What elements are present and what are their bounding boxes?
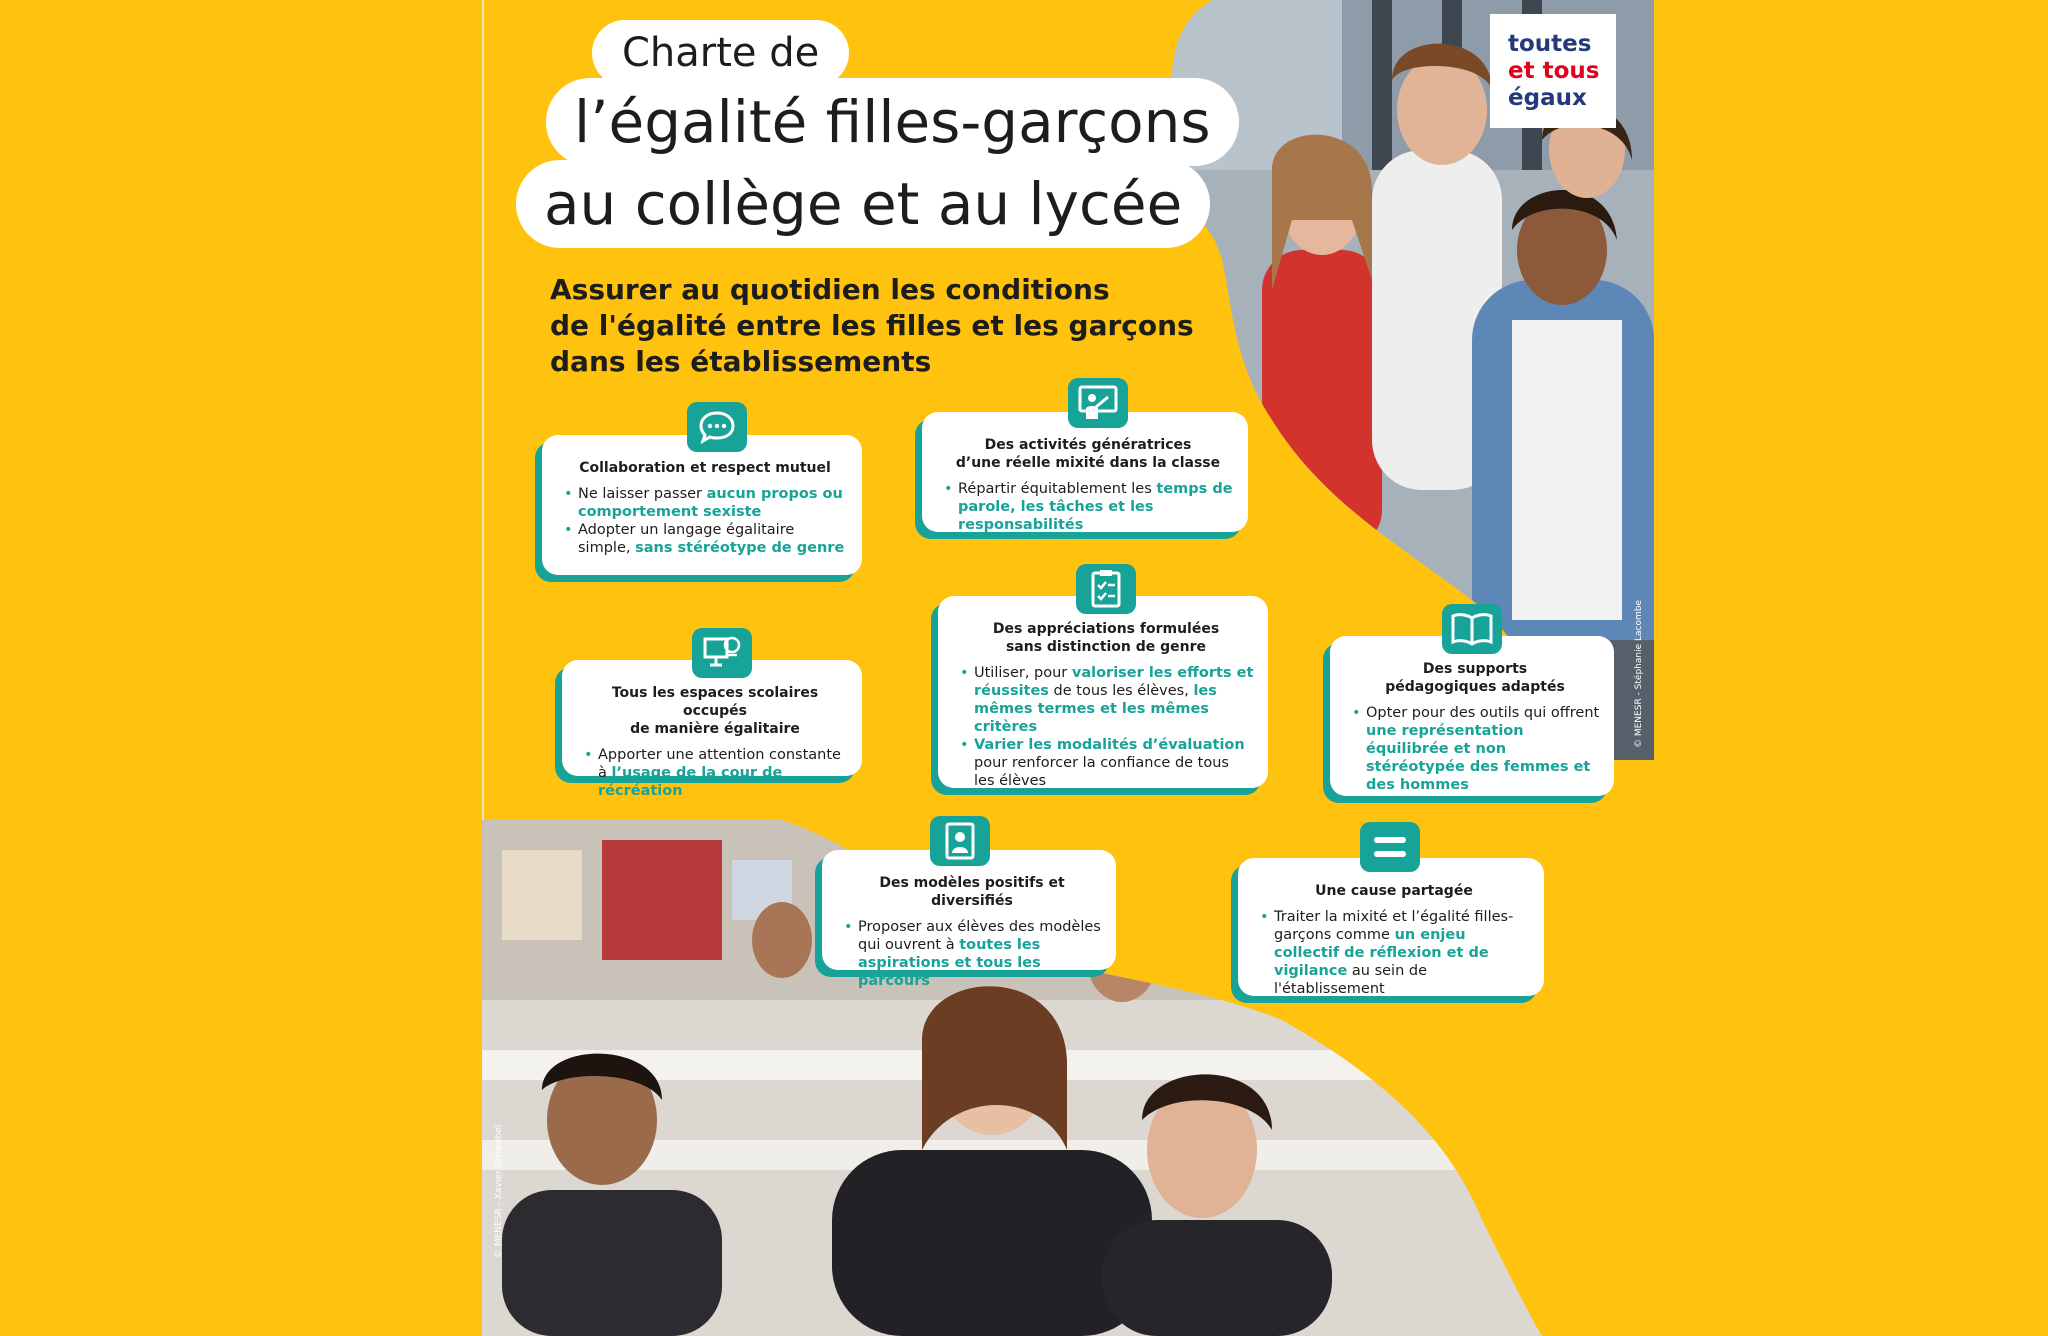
card-modeles: [822, 850, 1116, 989]
card-appreciations-bullet-1: • Utiliser, pour valoriser les efforts et réussites de tous les élèves, les mêmes termes et les mêmes critères: [958, 664, 1254, 736]
portrait-icon: [930, 816, 990, 866]
title-line-1: Charte de: [592, 20, 849, 86]
fold-line: [482, 0, 484, 820]
card-supports-title: Des supports pédagogiques adaptés: [1385, 661, 1565, 695]
logo-line-2: et tous: [1508, 57, 1600, 84]
subtitle: [550, 272, 1230, 380]
title-line-2: l’égalité filles-garçons: [546, 78, 1239, 166]
card-espaces-bullet-1: • Apporter une attention constante à l’usage de la cour de récréation: [582, 746, 848, 800]
card-collaboration-bullet-2: • Adopter un langage égalitaire simple, sans stéréotype de genre: [562, 521, 848, 557]
subtitle-line-3: dans les établissements: [550, 345, 932, 378]
logo-line-1: toutes: [1508, 30, 1592, 57]
card-activites-bullet-1: • Répartir équitablement les temps de parole, les tâches et les responsabilités: [942, 480, 1234, 534]
equals-icon: [1360, 822, 1420, 872]
screen-ball-icon: [692, 628, 752, 678]
title-line-3: au collège et au lycée: [516, 160, 1210, 248]
subtitle-line-1: Assurer au quotidien les conditions: [550, 273, 1110, 306]
teacher-board-icon: [1068, 378, 1128, 428]
card-cause: [1238, 858, 1544, 996]
card-collaboration-title: Collaboration et respect mutuel: [579, 460, 831, 476]
card-cause-bullet-1: • Traiter la mixité et l’égalité filles-garçons comme un enjeu collectif de réflexion et de vigilance au sein de l'établissement: [1258, 908, 1530, 998]
card-activites: [922, 412, 1248, 532]
checklist-icon: [1076, 564, 1136, 614]
card-appreciations-bullet-2: • Varier les modalités d’évaluation pour renforcer la confiance de tous les élèves: [958, 736, 1254, 790]
poster: [482, 0, 1654, 1336]
toutes-et-tous-egaux-logo: [1490, 14, 1616, 128]
subtitle-line-2: de l'égalité entre les filles et les garçons: [550, 309, 1194, 342]
card-activites-title: Des activités génératrices d’une réelle mixité dans la classe: [955, 437, 1221, 471]
open-book-icon: [1442, 604, 1502, 654]
photo-credit-bottom: © MENESR - Xavier Schwebel: [494, 1124, 504, 1258]
card-collaboration-bullet-1: • Ne laisser passer aucun propos ou comportement sexiste: [562, 485, 848, 521]
card-cause-title: Une cause partagée: [1315, 883, 1473, 899]
logo-line-3: égaux: [1508, 84, 1587, 111]
card-appreciations: [938, 596, 1268, 788]
card-supports: [1330, 636, 1614, 796]
photo-credit-top: © MENESR - Stéphanie Lacombe: [1634, 600, 1644, 748]
card-modeles-title: Des modèles positifs et diversifiés: [879, 875, 1065, 909]
card-appreciations-title: Des appréciations formulées sans distinction de genre: [992, 621, 1220, 655]
card-supports-bullet-1: • Opter pour des outils qui offrent une représentation équilibrée et non stéréotypée des femmes et des hommes: [1350, 704, 1600, 794]
speech-bubble-icon: [687, 402, 747, 452]
card-collaboration: [542, 435, 862, 575]
card-espaces-title: Tous les espaces scolaires occupés de manière égalitaire: [611, 685, 819, 737]
card-modeles-bullet-1: • Proposer aux élèves des modèles qui ouvrent à toutes les aspirations et tous les parcours: [842, 918, 1102, 990]
